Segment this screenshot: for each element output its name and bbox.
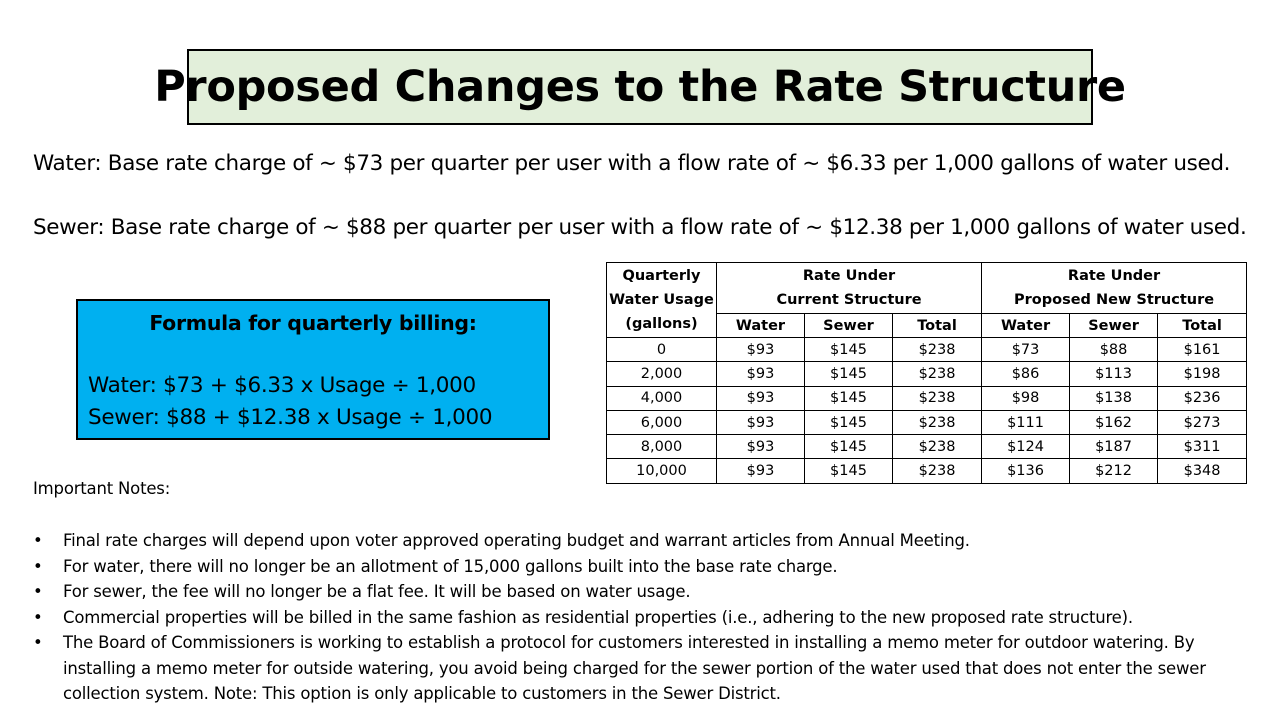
table-cell: $93 — [717, 362, 805, 386]
proposed-header-line: Proposed New Structure — [1014, 292, 1215, 308]
page-title: Proposed Changes to the Rate Structure — [154, 62, 1126, 112]
note-text: For water, there will no longer be an allotment of 15,000 gallons built into the base rate charge. — [63, 556, 838, 576]
table-cell: $238 — [893, 435, 982, 459]
table-cell: 10,000 — [607, 459, 717, 483]
rate-table — [606, 262, 1247, 484]
table-cell: 4,000 — [607, 386, 717, 410]
water-rate-line: Water: Base rate charge of ~ $73 per quarter per user with a flow rate of ~ $6.33 per 1,000 gallons of water used. — [33, 151, 1231, 176]
table-cell: $236 — [1158, 386, 1247, 410]
table-cell: $145 — [805, 386, 893, 410]
table-cell: $93 — [717, 459, 805, 483]
note-text: Final rate charges will depend upon voter approved operating budget and warrant articles from Annual Meeting. — [63, 531, 970, 550]
list-item — [33, 630, 1263, 707]
table-cell: 6,000 — [607, 410, 717, 434]
table-row — [607, 459, 1247, 483]
table-cell: $198 — [1158, 362, 1247, 386]
column-header: Sewer — [1070, 314, 1158, 338]
proposed-structure-header — [982, 263, 1247, 314]
list-item — [33, 554, 1263, 580]
column-header: Sewer — [805, 314, 893, 338]
note-text: For sewer, the fee will no longer be a flat fee. It will be based on water usage. — [63, 582, 691, 601]
note-text: Commercial properties will be billed in the same fashion as residential properties (i.e., adhering to the new proposed rate structure). — [63, 607, 1133, 627]
bullet: • — [33, 582, 43, 601]
table-cell: $145 — [805, 362, 893, 386]
table-cell: 8,000 — [607, 435, 717, 459]
column-header: Total — [893, 314, 982, 338]
table-cell: $138 — [1070, 386, 1158, 410]
table-cell: $212 — [1070, 459, 1158, 483]
bullet: • — [33, 556, 43, 576]
table-cell: $145 — [805, 338, 893, 362]
table-cell: $238 — [893, 362, 982, 386]
column-header: Water — [982, 314, 1070, 338]
usage-header-line: (gallons) — [625, 316, 698, 332]
table-cell: $238 — [893, 338, 982, 362]
table-cell: $273 — [1158, 410, 1247, 434]
current-header-line: Current Structure — [776, 292, 922, 308]
table-row — [607, 362, 1247, 386]
list-item — [33, 579, 1263, 605]
list-item — [33, 528, 1263, 554]
table-cell: $73 — [982, 338, 1070, 362]
table-cell: $93 — [717, 338, 805, 362]
table-row — [607, 435, 1247, 459]
current-structure-header — [717, 263, 982, 314]
table-cell: $93 — [717, 435, 805, 459]
bullet: • — [33, 633, 43, 652]
table-cell: $113 — [1070, 362, 1158, 386]
table-cell: $93 — [717, 410, 805, 434]
notes-list — [33, 528, 1263, 707]
table-cell: $145 — [805, 435, 893, 459]
usage-header-line: Quarterly — [622, 268, 701, 284]
table-row — [607, 410, 1247, 434]
title-box — [154, 49, 1126, 125]
usage-header — [607, 263, 717, 338]
table-row — [607, 338, 1247, 362]
table-cell: $124 — [982, 435, 1070, 459]
proposed-header-line: Rate Under — [1067, 268, 1161, 284]
notes-heading: Important Notes: — [33, 479, 171, 498]
table-cell: $111 — [982, 410, 1070, 434]
table-cell: $238 — [893, 459, 982, 483]
formula-box — [76, 299, 550, 440]
formula-title: Formula for quarterly billing: — [149, 311, 477, 335]
bullet: • — [33, 531, 43, 550]
table-cell: $348 — [1158, 459, 1247, 483]
table-row — [607, 386, 1247, 410]
current-header-line: Rate Under — [802, 268, 896, 284]
table-cell: $187 — [1070, 435, 1158, 459]
note-text: The Board of Commissioners is working to establish a protocol for customers interested in installing a memo meter for outdoor watering. By installing a memo meter for outside watering, you avoid being charged for the sewer portion of the water used that does not enter the sewer collection system. Note: This option is only applicable to customers in the Sewer District. — [63, 633, 1206, 703]
table-cell: $98 — [982, 386, 1070, 410]
column-header: Water — [717, 314, 805, 338]
sewer-rate-line: Sewer: Base rate charge of ~ $88 per quarter per user with a flow rate of ~ $12.38 per 1,000 gallons of water used. — [33, 215, 1247, 240]
table-cell: $93 — [717, 386, 805, 410]
bullet: • — [33, 607, 43, 627]
list-item — [33, 605, 1263, 631]
table-cell: $145 — [805, 459, 893, 483]
table-cell: $136 — [982, 459, 1070, 483]
formula-water: Water: $73 + $6.33 x Usage ÷ 1,000 — [88, 373, 476, 398]
table-cell: $238 — [893, 386, 982, 410]
table-cell: $162 — [1070, 410, 1158, 434]
table-cell: 0 — [607, 338, 717, 362]
table-cell: $311 — [1158, 435, 1247, 459]
table-cell: $145 — [805, 410, 893, 434]
table-cell: $86 — [982, 362, 1070, 386]
formula-sewer: Sewer: $88 + $12.38 x Usage ÷ 1,000 — [88, 405, 493, 430]
table-cell: $161 — [1158, 338, 1247, 362]
column-header: Total — [1158, 314, 1247, 338]
table-cell: $238 — [893, 410, 982, 434]
table-cell: 2,000 — [607, 362, 717, 386]
usage-header-line: Water Usage — [609, 292, 714, 308]
table-cell: $88 — [1070, 338, 1158, 362]
